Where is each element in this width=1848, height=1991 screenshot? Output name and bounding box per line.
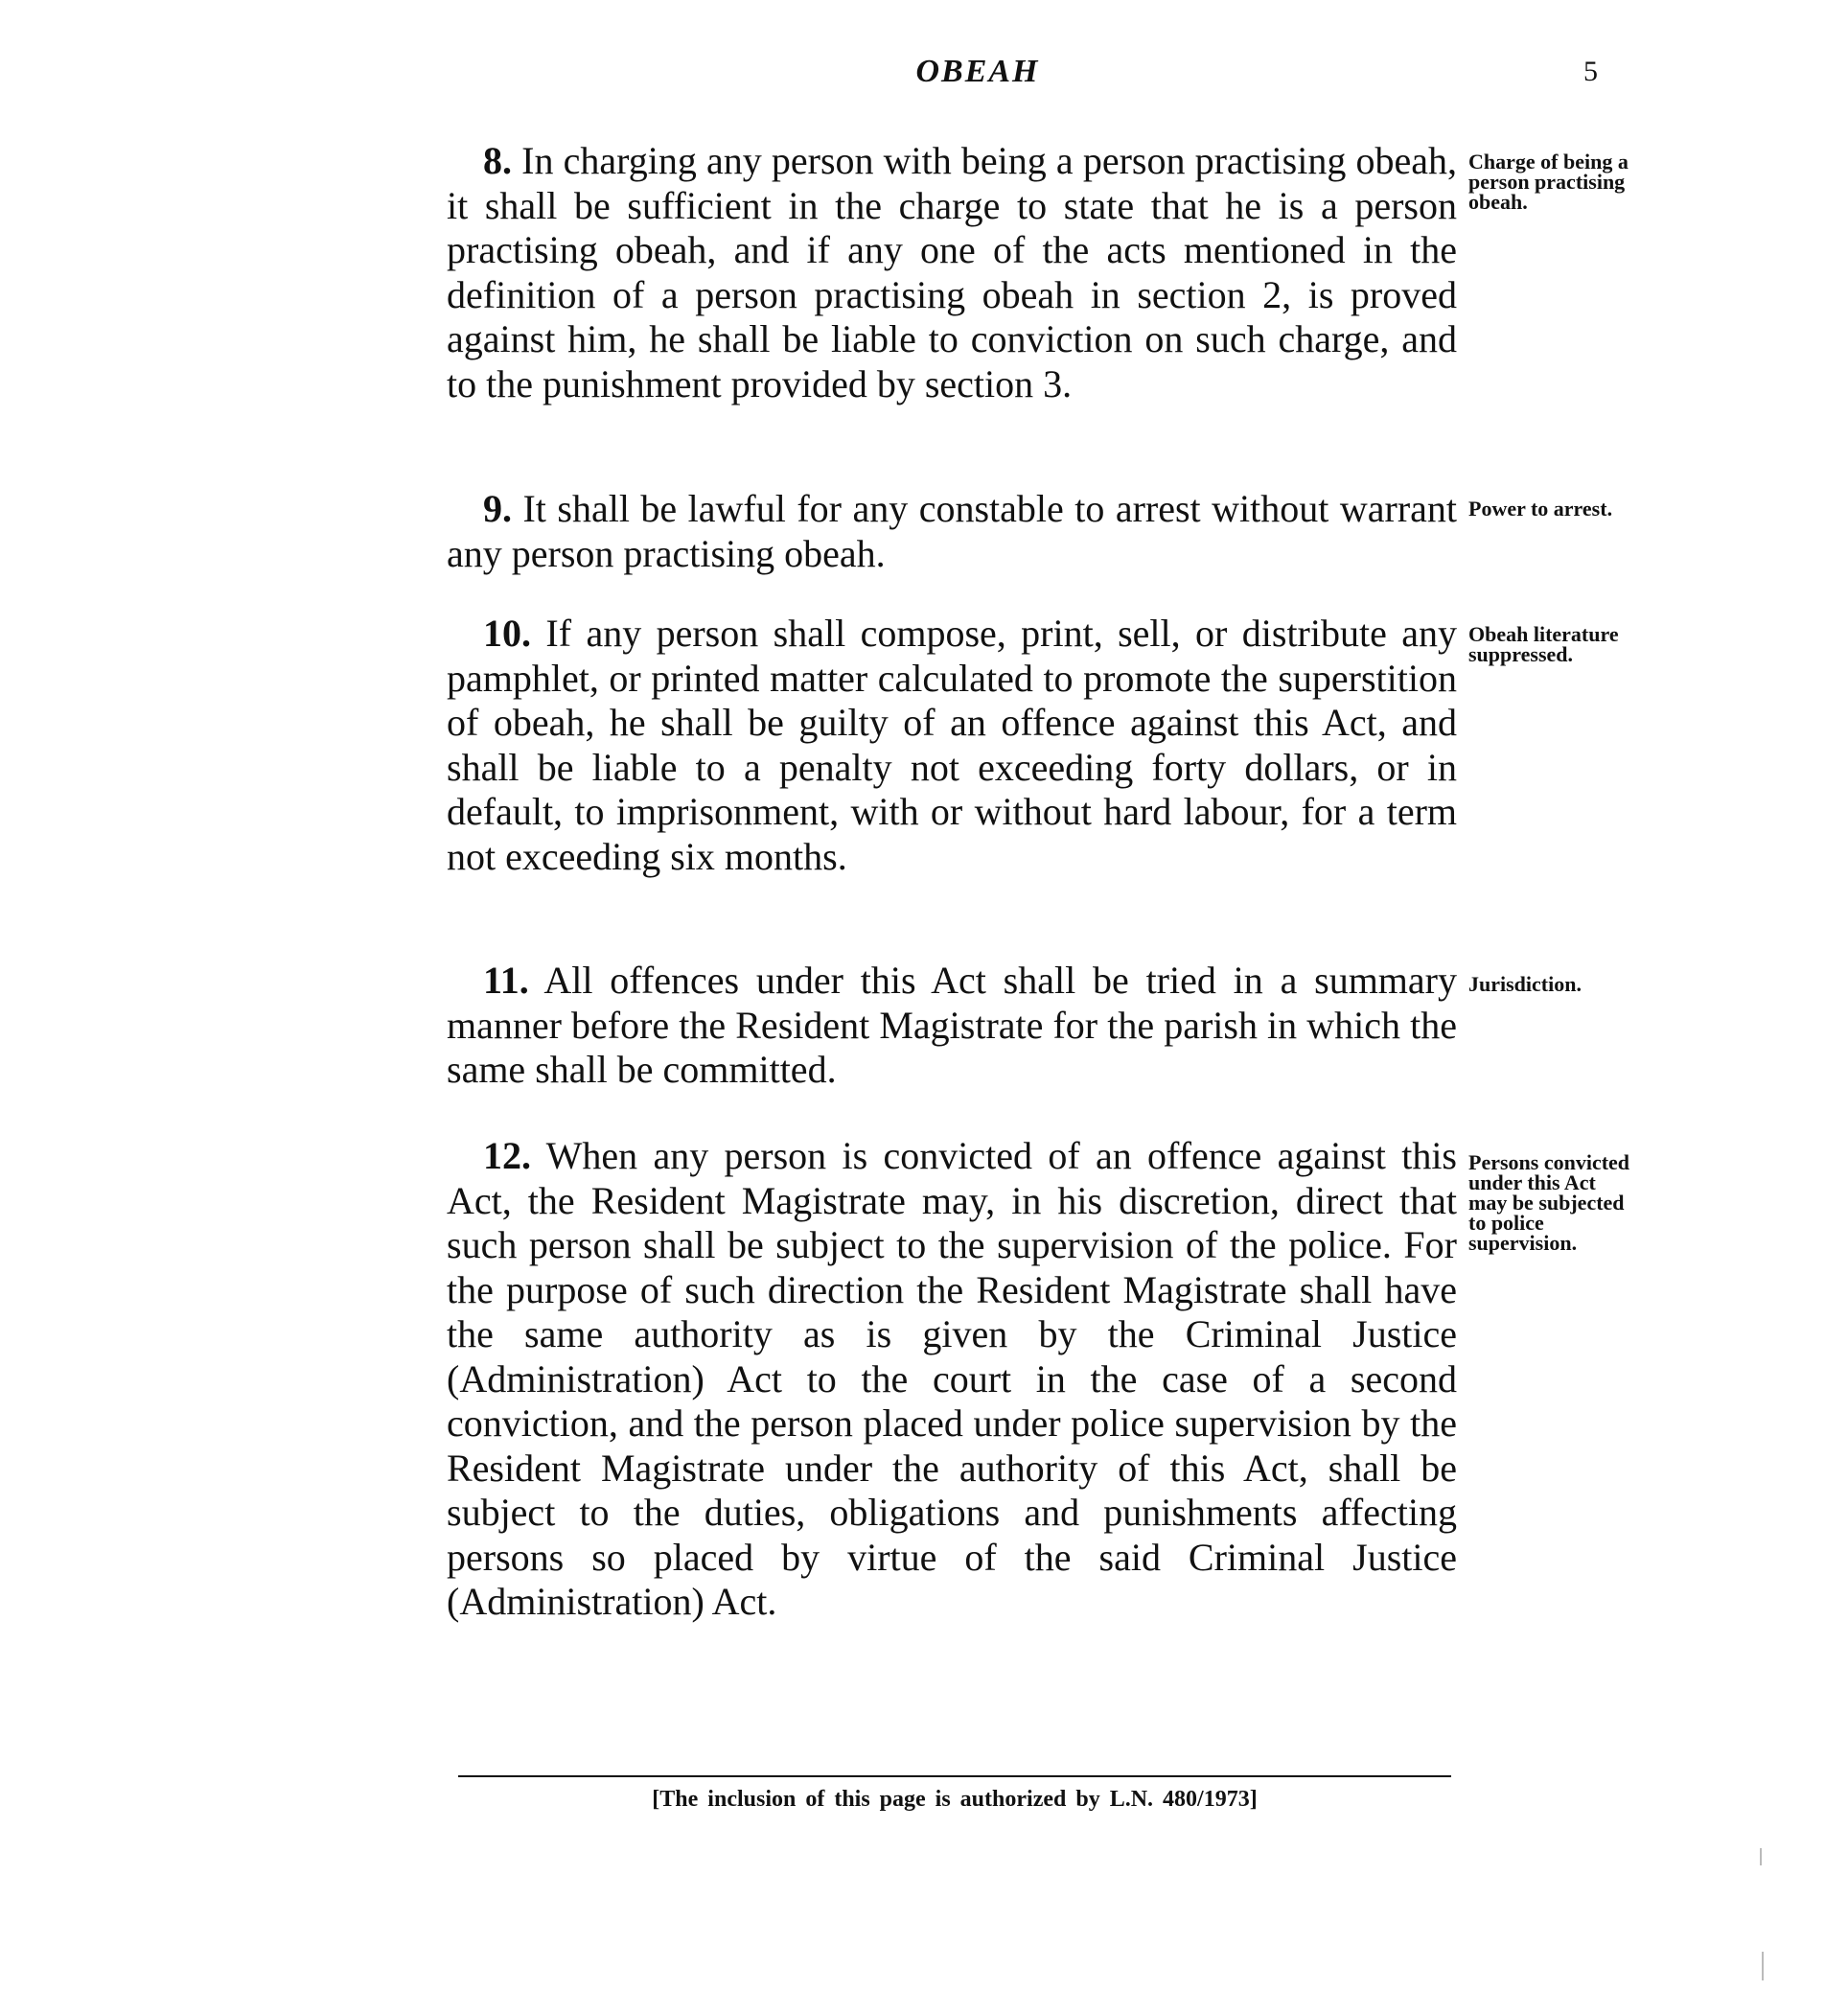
- section-body: If any person shall compose, print, sell, or distribute any pamphlet, or printed matter calculated to promote the superstition of obeah, he shall be guilty of an offence against this Act, and shall be liable to a penalty not exceeding forty dollars, or in default, to imprisonment, with or without hard labour, for a term not exceeding six months.: [447, 612, 1458, 878]
- section-body: When any person is convicted of an offence against this Act, the Resident Magistrate may, in his discretion, direct that such person shall be subject to the supervision of the police. For the purpose of such direction the Resident Magistrate shall have the same authority as is given by the Criminal Justice (Administration) Act to the court in the case of a second conviction, and the person placed under police supervision by the Resident Magistrate under the authority of this Act, shall be subject to the duties, obligations and punishments affecting persons so placed by virtue of the said Criminal Justice (Administration) Act.: [447, 1134, 1457, 1623]
- scan-speck: [1760, 1848, 1762, 1865]
- section-12: [447, 1134, 1457, 1625]
- running-title: OBEAH: [915, 54, 1040, 89]
- section-number: 8.: [483, 139, 512, 182]
- section-number: 9.: [483, 487, 512, 530]
- authorization-note: [The inclusion of this page is authorized by L.N. 480/1973]: [652, 1787, 1258, 1812]
- marginal-note-8: Charge of being a person practising obeah.: [1468, 150, 1629, 214]
- section-number: 10.: [483, 612, 531, 655]
- section-number: 12.: [483, 1134, 531, 1177]
- section-number: 11.: [483, 959, 529, 1002]
- section-body: All offences under this Act shall be tried in a summary manner before the Resident Magistrate for the parish in which the same shall be committed.: [447, 959, 1457, 1091]
- marginal-note-10: Obeah literature suppressed.: [1468, 622, 1619, 666]
- marginal-note-11: Jurisdiction.: [1468, 972, 1582, 996]
- footer-divider: [458, 1775, 1451, 1777]
- section-body: In charging any person with being a person practising obeah, it shall be sufficient in the charge to state that he is a person practising obeah, and if any one of the acts mentioned in the definition of a person practising obeah in section 2, is proved against him, he shall be liable to conviction on such charge, and to the punishment provided by section 3.: [447, 139, 1458, 405]
- marginal-note-12: Persons convicted under this Act may be subjected to police supervision.: [1468, 1150, 1630, 1255]
- section-9: [447, 487, 1457, 576]
- page-number: 5: [1583, 56, 1598, 87]
- section-11: [447, 959, 1457, 1093]
- scan-speck: [1762, 1952, 1764, 1980]
- marginal-note-9: Power to arrest.: [1468, 497, 1613, 521]
- section-10: [447, 612, 1457, 879]
- section-8: [447, 139, 1457, 406]
- section-body: It shall be lawful for any constable to arrest without warrant any person practising obeah.: [447, 487, 1458, 575]
